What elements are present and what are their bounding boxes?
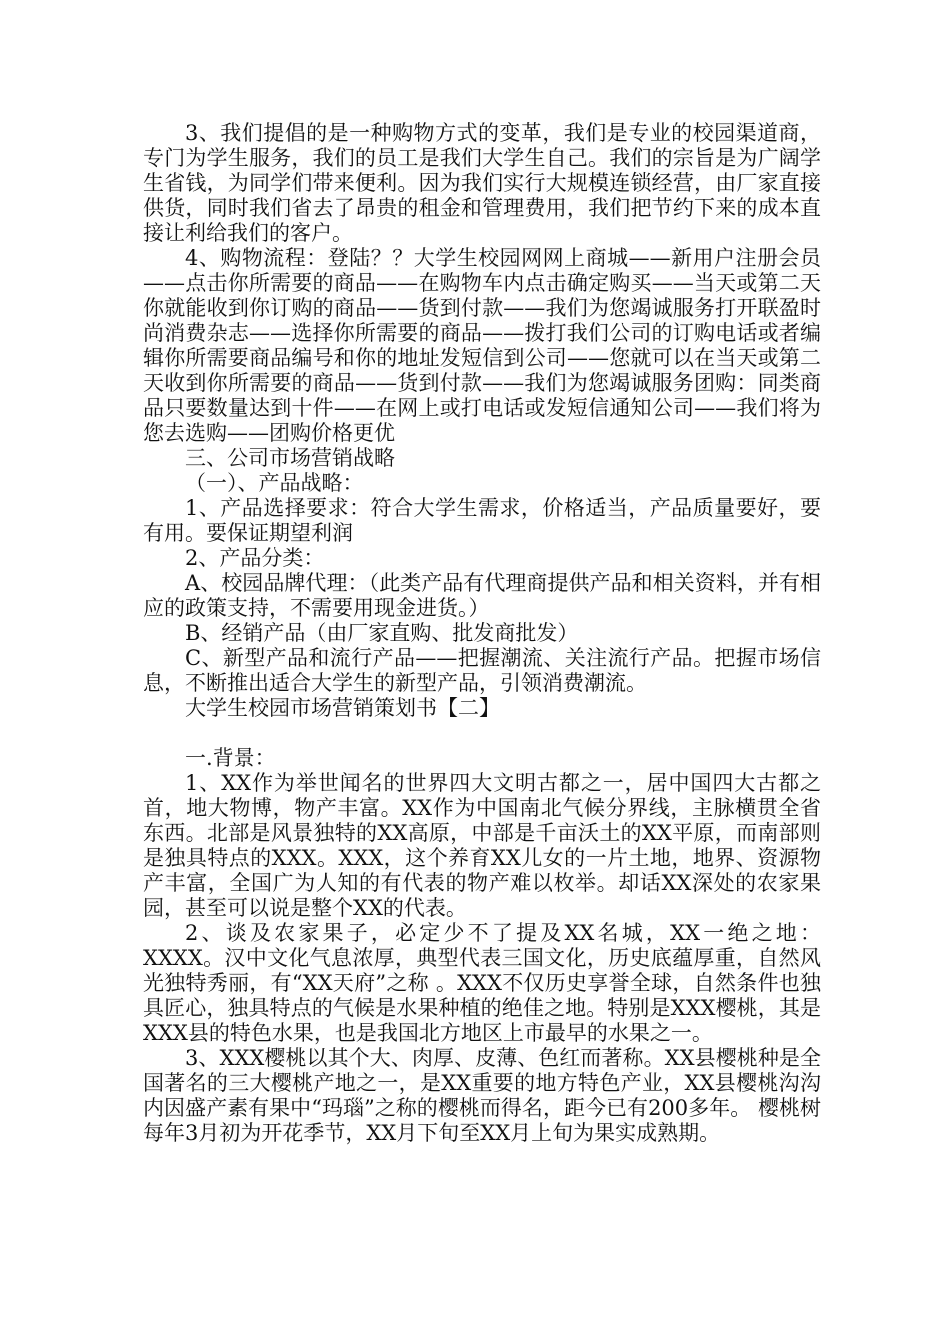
paragraph-product-categories: 2、产品分类：	[185, 546, 325, 570]
document-page	[143, 121, 821, 1146]
subsection-heading-product-strategy: （一）、产品战略：	[185, 471, 364, 495]
paragraph-background-3: 3、XXX樱桃以其个大、肉厚、皮薄、色红而著称。XX县樱桃种是全国著名的三大樱桃产地之一，是XX重要的地方特色产业，XX县樱桃沟沟内因盛产素有果中“玛瑙”之称的樱桃而得名，距今已有200多年。 樱桃树每年3月初为开花季节，XX月下旬至XX月上旬为果实成熟期。	[143, 1046, 821, 1145]
paragraph-category-c: C、新型产品和流行产品——把握潮流、关注流行产品。把握市场信息，不断推出适合大学生的新型产品，引领消费潮流。	[143, 646, 821, 695]
section-heading-marketing-strategy: 三、公司市场营销战略	[185, 446, 395, 470]
document-subtitle-part-two: 大学生校园市场营销策划书【二】	[185, 696, 500, 720]
paragraph-category-a: A、校园品牌代理：（此类产品有代理商提供产品和相关资料，并有相应的政策支持，不需要用现金进货。）	[143, 571, 821, 620]
paragraph-product-requirements: 1、产品选择要求：符合大学生需求，价格适当，产品质量要好，要有用。要保证期望利润	[143, 496, 821, 545]
paragraph-background-2: 2、谈及农家果子，必定少不了提及XX名城，XX一绝之地：XXXX。汉中文化气息浓厚，典型代表三国文化，历史底蕴厚重，自然风光独特秀丽，有“XX天府”之称 。XXX不仅历史享誉全球，自然条件也独具匠心，独具特点的气候是水果种植的绝佳之地。特别是XXX樱桃，其是XXX县的特色水果，也是我国北方地区上市最早的水果之一。	[143, 921, 821, 1045]
paragraph-category-b: B、经销产品（由厂家直购、批发商批发）	[185, 621, 579, 645]
paragraph-background-1: 1、XX作为举世闻名的世界四大文明古都之一，居中国四大古都之首，地大物博，物产丰富。XX作为中国南北气候分界线，主脉横贯全省东西。北部是风景独特的XX高原，中部是千亩沃土的XX平原，而南部则是独具特点的XXX。XXX，这个养育XX儿女的一片土地，地界、资源物产丰富，全国广为人知的有代表的物产难以枚举。却话XX深处的农家果园，甚至可以说是整个XX的代表。	[143, 771, 821, 920]
paragraph-purpose: 3、我们提倡的是一种购物方式的变革，我们是专业的校园渠道商，专门为学生服务，我们的员工是我们大学生自己。我们的宗旨是为广阔学生省钱，为同学们带来便利。因为我们实行大规模连锁经营，由厂家直接供货，同时我们省去了昂贵的租金和管理费用，我们把节约下来的成本直接让利给我们的客户。	[143, 121, 821, 245]
section-heading-background: 一.背景：	[185, 746, 276, 770]
paragraph-shopping-process: 4、购物流程：登陆？？大学生校园网网上商城——新用户注册会员——点击你所需要的商品——在购物车内点击确定购买——当天或第二天你就能收到你订购的商品——货到付款——我们为您竭诚服务打开联盈时尚消费杂志——选择你所需要的商品——拨打我们公司的订购电话或者编辑你所需要商品编号和你的地址发短信到公司——您就可以在当天或第二天收到你所需要的商品——货到付款——我们为您竭诚服务团购：同类商品只要数量达到十件——在网上或打电话或发短信通知公司——我们将为您去选购——团购价格更优	[143, 246, 821, 445]
blank-line	[143, 721, 821, 746]
